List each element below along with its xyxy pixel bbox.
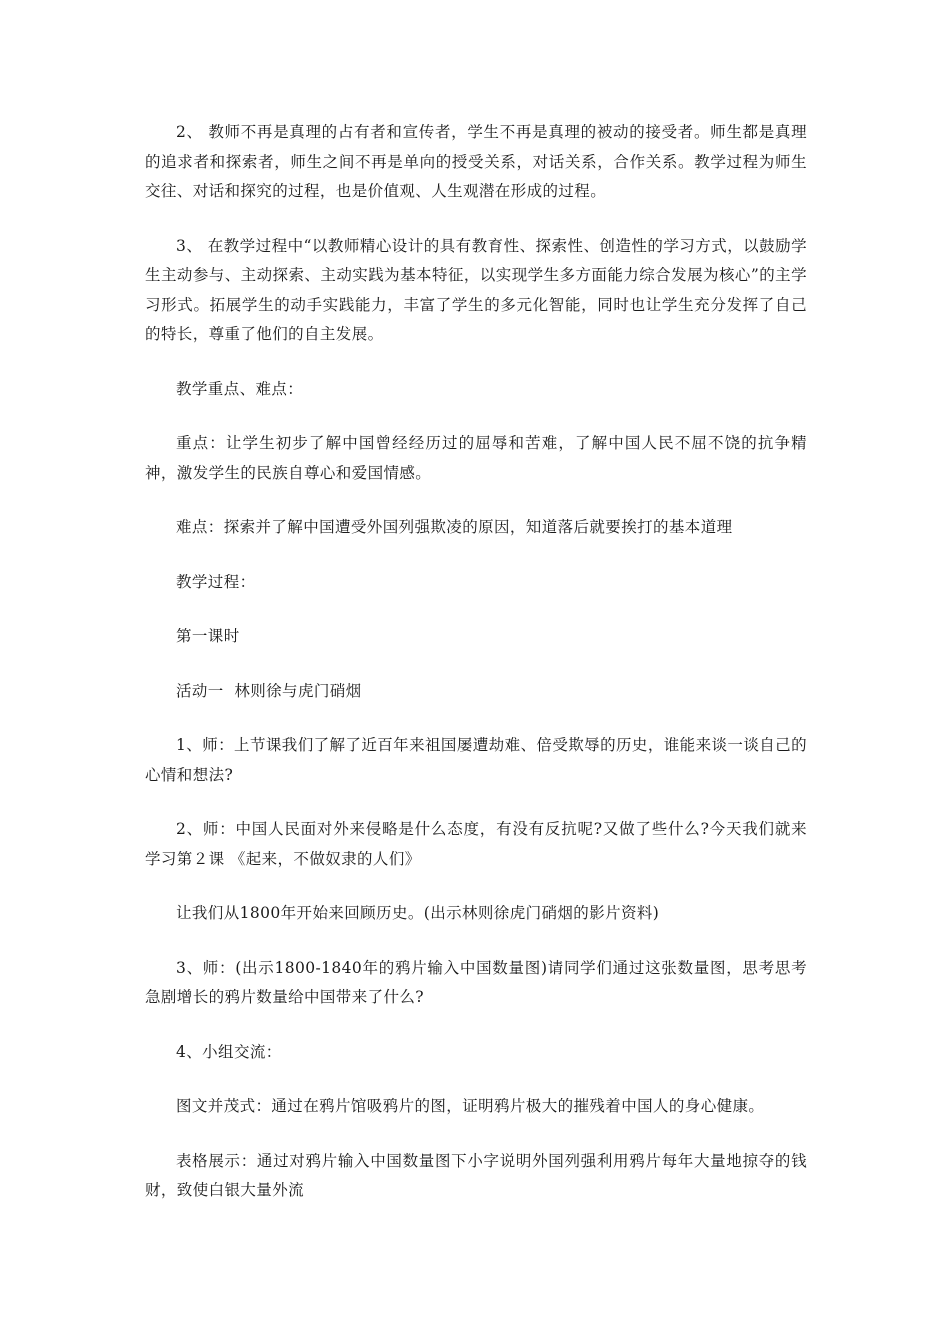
heading-teaching-process: 教学过程： [176, 572, 256, 591]
paragraph-step-3: 3、师：(出示1800-1840年的鸦片输入中国数量图)请同学们通过这张数量图，思考思考急剧增长的鸦片数量给中国带来了什么? [145, 958, 807, 1006]
paragraph-point-3: 3、 在教学过程中“以教师精心设计的具有教育性、探索性、创造性的学习方式，以鼓励学生主动参与、主动探索、主动实践为基本特征，以实现学生多方面能力综合发展为核心”的主学习形式。拓展学生的动手实践能力，丰富了学生的多元化智能，同时也让学生充分发挥了自己的特长，尊重了他们的自主发展。 [145, 236, 807, 343]
paragraph-review-history: 让我们从1800年开始来回顾历史。(出示林则徐虎门硝烟的影片资料) [176, 904, 660, 922]
heading-first-lesson: 第一课时 [176, 627, 240, 645]
heading-key-difficult-points: 教学重点、难点： [176, 379, 304, 398]
paragraph-difficult-point: 难点：探索并了解中国遭受外国列强欺凌的原因，知道落后就要挨打的基本道理 [176, 518, 733, 536]
paragraph-step-1: 1、师：上节课我们了解了近百年来祖国屡遭劫难、倍受欺辱的历史，谁能来谈一谈自己的心情和想法? [145, 736, 807, 784]
paragraph-illustrated: 图文并茂式：通过在鸦片馆吸鸦片的图，证明鸦片极大的摧残着中国人的身心健康。 [176, 1097, 765, 1115]
paragraph-step-4: 4、小组交流： [176, 1042, 282, 1061]
paragraph-table-display: 表格展示：通过对鸦片输入中国数量图下小字说明外国列强利用鸦片每年大量地掠夺的钱财，致使白银大量外流 [145, 1151, 807, 1199]
document-page [145, 118, 807, 1231]
paragraph-step-2: 2、师：中国人民面对外来侵略是什么态度，有没有反抗呢?又做了些什么?今天我们就来学习第２课 《起来，不做奴隶的人们》 [145, 820, 807, 868]
paragraph-point-2: 2、 教师不再是真理的占有者和宣传者，学生不再是真理的被动的接受者。师生都是真理的追求者和探索者，师生之间不再是单向的授受关系，对话关系，合作关系。教学过程为师生交往、对话和探究的过程，也是价值观、人生观潜在形成的过程。 [145, 123, 807, 200]
paragraph-key-point: 重点：让学生初步了解中国曾经经历过的屈辱和苦难，了解中国人民不屈不饶的抗争精神，激发学生的民族自尊心和爱国情感。 [145, 434, 807, 482]
heading-activity-one: 活动一 林则徐与虎门硝烟 [176, 681, 362, 700]
